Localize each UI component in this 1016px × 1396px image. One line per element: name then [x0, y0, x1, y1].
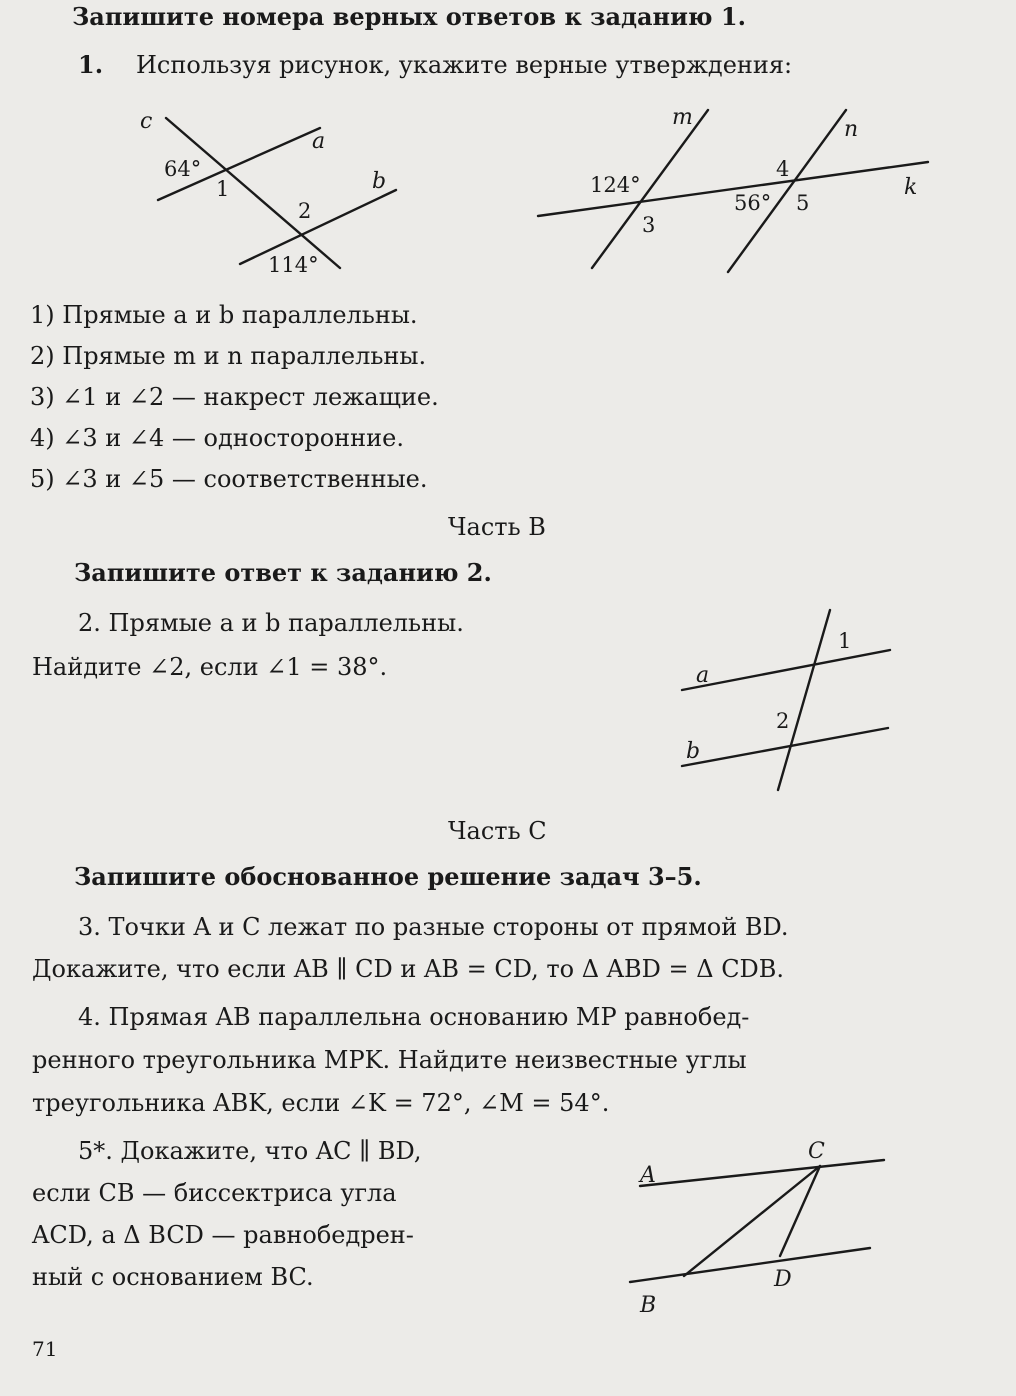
page-number: 71 [32, 1337, 58, 1361]
label-b: b [372, 169, 387, 194]
label-k: k [904, 175, 918, 200]
figure-task1-right [538, 105, 928, 272]
figure-task5 [630, 1139, 884, 1318]
part-c-heading: Часть С [448, 817, 547, 845]
task5-line2: если CB — биссектриса угла [32, 1179, 397, 1207]
label-a-task2: a [696, 663, 710, 688]
figure-task1-left [140, 109, 396, 277]
part-c-instruction: Запишите обоснованное решение задач 3–5. [74, 862, 702, 891]
task1-option-2: 2) Прямые m и n параллельны. [30, 342, 427, 370]
angle-56-label: 56° [734, 191, 772, 215]
task5-line1: 5*. Докажите, что AC ∥ BD, [78, 1137, 422, 1165]
angle-5-label: 5 [796, 191, 810, 215]
task1-option-3: 3) ∠1 и ∠2 — накрест лежащие. [30, 383, 439, 411]
label-a: a [312, 129, 326, 154]
angle-2-label: 2 [298, 199, 312, 223]
part-b-instruction: Запишите ответ к заданию 2. [74, 558, 492, 587]
task1-number: 1. [78, 50, 104, 79]
point-B: B [640, 1293, 657, 1318]
point-D: D [774, 1267, 792, 1292]
transversal-task2 [778, 610, 830, 790]
line-BD [630, 1248, 870, 1282]
point-A: A [640, 1163, 656, 1188]
task4-line3: треугольника ABK, если ∠K = 72°, ∠M = 54°. [32, 1089, 610, 1117]
figure-task2 [682, 610, 890, 790]
task1-option-4: 4) ∠3 и ∠4 — односторонние. [30, 424, 405, 452]
segment-CD [780, 1166, 820, 1256]
task1-text: Используя рисунок, укажите верные утверждения: [136, 51, 793, 79]
label-n: n [844, 117, 859, 142]
point-C: C [808, 1139, 825, 1164]
task3-line1: 3. Точки A и C лежат по разные стороны от прямой BD. [78, 913, 789, 941]
angle-4-label: 4 [776, 157, 790, 181]
label-b-task2: b [686, 739, 701, 764]
task4-line2: ренного треугольника MPK. Найдите неизвестные углы [32, 1046, 747, 1074]
angle-114-label: 114° [268, 253, 319, 277]
task2-line1: 2. Прямые a и b параллельны. [78, 609, 464, 637]
angle-2-task2: 2 [776, 709, 790, 733]
line-a-task2 [682, 650, 890, 690]
angle-1-task2: 1 [838, 629, 852, 653]
part-a-instruction: Запишите номера верных ответов к заданию 1. [72, 2, 746, 31]
angle-64-label: 64° [164, 157, 202, 181]
label-m: m [672, 105, 693, 130]
task1-option-5: 5) ∠3 и ∠5 — соответственные. [30, 465, 428, 493]
task5-line3: ACD, а Δ BCD — равнобедрен- [32, 1221, 414, 1249]
task3-line2: Докажите, что если AB ∥ CD и AB = CD, то Δ ABD = Δ CDB. [32, 955, 785, 983]
part-b-heading: Часть В [448, 513, 546, 541]
angle-124-label: 124° [590, 173, 641, 197]
task1-option-1: 1) Прямые a и b параллельны. [30, 301, 418, 329]
task5-line4: ный с основанием BC. [32, 1263, 314, 1291]
segment-BC [684, 1166, 820, 1276]
task2-line2: Найдите ∠2, если ∠1 = 38°. [32, 653, 388, 681]
task4-line1: 4. Прямая AB параллельна основанию MP равнобед- [78, 1003, 750, 1031]
line-AC [640, 1160, 884, 1186]
angle-1-label: 1 [216, 177, 230, 201]
label-c: c [140, 109, 153, 134]
angle-3-label: 3 [642, 213, 656, 237]
line-b-task2 [682, 728, 888, 766]
